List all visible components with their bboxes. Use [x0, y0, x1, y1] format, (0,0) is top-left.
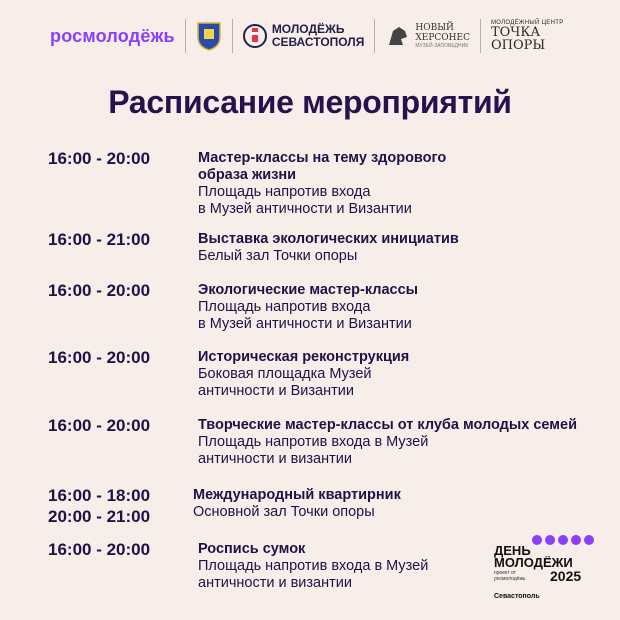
event-time: 16:00 - 20:00 [48, 416, 151, 435]
badge-year: 2025 [550, 568, 582, 584]
event-title: Выставка экологических инициатив [198, 231, 459, 247]
event-title: образа жизни [198, 167, 297, 183]
badge-city: Севастополь [494, 593, 540, 600]
tochka-opory-logo: МОЛОДЁЖНЫЙ ЦЕНТР ТОЧКА ОПОРЫ [490, 20, 564, 53]
divider [374, 19, 375, 53]
griffin-icon [385, 23, 411, 49]
event-desc [198, 349, 588, 400]
event-title: Роспись сумок [198, 541, 306, 557]
event-desc [198, 417, 588, 468]
event-time: 16:00 - 20:00 [48, 149, 151, 168]
event-time: 16:00 - 20:00 [48, 540, 151, 559]
event-desc [198, 150, 588, 218]
event-desc [198, 282, 588, 333]
event-place: Площадь напротив входа в Музей [198, 558, 429, 574]
den-molodezhi-badge [488, 535, 598, 605]
event-title: Мастер-классы на тему здорового [198, 150, 447, 166]
divider [232, 19, 233, 53]
coat-of-arms-icon [196, 21, 222, 51]
page-title: Расписание мероприятий [108, 84, 512, 120]
event-place: Площадь напротив входа [198, 184, 371, 200]
event-desc [193, 487, 583, 521]
event-place: античности и византии [198, 575, 352, 591]
event-title: Международный квартирник [193, 487, 401, 503]
event-time: 16:00 - 18:00 [48, 486, 151, 505]
event-title: Историческая реконструкция [198, 349, 410, 365]
event-desc [198, 541, 468, 592]
social-icon [545, 535, 555, 545]
rosmolodezh-logo: росмолодёжь [50, 25, 175, 46]
badge-title: ДЕНЬ МОЛОДЁЖИ [494, 543, 573, 570]
event-title: Творческие мастер-классы от клуба молодых семей [198, 417, 577, 433]
event-place: античности и Византии [198, 383, 354, 399]
event-place: Площадь напротив входа [198, 299, 371, 315]
social-icon [584, 535, 594, 545]
divider [185, 19, 186, 53]
event-place: в Музей античности и Византии [198, 201, 412, 217]
badge-subtitle: проект от росмолодёжь [494, 570, 526, 582]
social-icon [532, 535, 542, 545]
event-place: Основной зал Точки опоры [193, 504, 375, 520]
event-time: 16:00 - 20:00 [48, 281, 151, 300]
social-icons [532, 535, 594, 545]
event-place: Белый зал Точки опоры [198, 248, 358, 264]
logo-bar [50, 16, 570, 56]
novy-khersones-logo: НОВЫЙ ХЕРСОНЕС МУЗЕЙ-ЗАПОВЕДНИК [385, 23, 470, 49]
event-title: Экологические мастер-классы [198, 282, 419, 298]
social-icon [571, 535, 581, 545]
divider [480, 19, 481, 53]
event-time: 16:00 - 21:00 [48, 230, 151, 249]
event-place: Площадь напротив входа в Музей [198, 434, 429, 450]
event-time-2: 20:00 - 21:00 [48, 507, 151, 526]
molodezh-sevastopolya-logo: МОЛОДЁЖЬ СЕВАСТОПОЛЯ [243, 22, 365, 50]
event-place: античности и византии [198, 451, 352, 467]
event-desc [198, 231, 588, 265]
event-place: в Музей античности и Византии [198, 316, 412, 332]
event-place: Боковая площадка Музей [198, 366, 372, 382]
social-icon [558, 535, 568, 545]
lighthouse-icon [243, 22, 267, 50]
event-time: 16:00 - 20:00 [48, 348, 151, 367]
